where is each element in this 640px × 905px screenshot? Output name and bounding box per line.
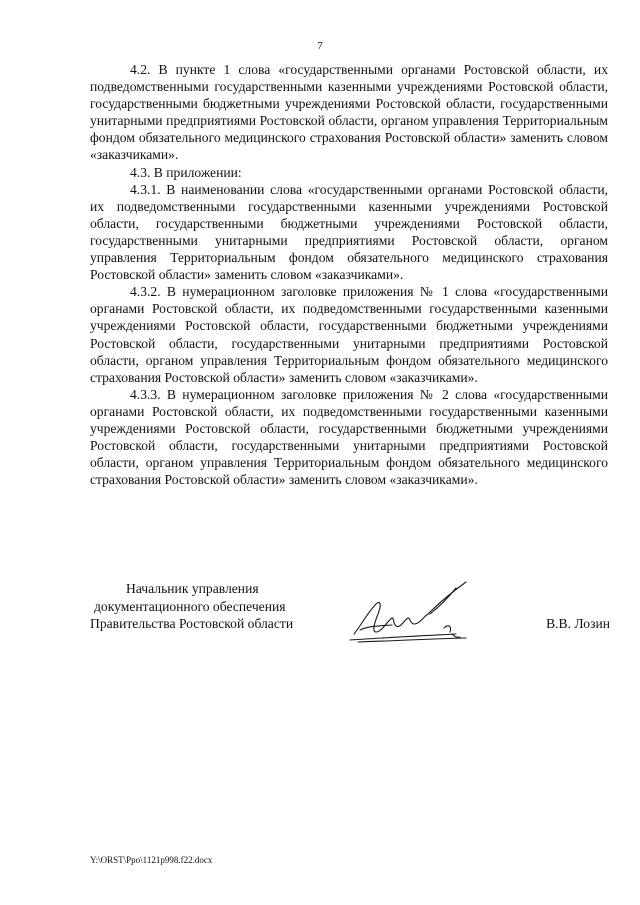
paragraph-4-3-1: 4.3.1. В наименовании слова «государственными органами Ростовской области, их подведомственными государственными казенными учреждениями Ростовской области, государственными бюджетными учреждениями Ростовской области, государственными унитарными предприятиями Ростовской области, органом управления Территориальным фондом обязательного медицинского страхования Ростовской области» заменить словом «заказчиками». [90, 181, 608, 283]
file-path-footer: Y:\ORST\Ppo\1121p998.f22.docx [90, 855, 213, 865]
handwritten-signature [348, 574, 498, 654]
paragraph-4-3-3: 4.3.3. В нумерационном заголовке приложения № 2 слова «государственными органами Ростовской области, их подведомственными государственными казенными учреждениями Ростовской области, государственными бюджетными учреждениями Ростовской области, государственными унитарными предприятиями Ростовской области, органом управления Территориальным фондом обязательного медицинского страхования Ростовской области» заменить словом «заказчиками». [90, 386, 608, 488]
paragraph-4-3-2: 4.3.2. В нумерационном заголовке приложения № 1 слова «государственными органами Ростовской области, их подведомственными государственными казенными учреждениями Ростовской области, государственными бюджетными учреждениями Ростовской области, государственными унитарными предприятиями Ростовской области, органом управления Территориальным фондом обязательного медицинского страхования Ростовской области» заменить словом «заказчиками». [90, 284, 608, 385]
signatory-title [90, 580, 330, 633]
document-body [90, 61, 608, 488]
signatory-title-line: Правительства Ростовской области [90, 616, 294, 631]
page-number: 7 [317, 40, 323, 52]
signatory-title-line: документационного обеспечения [94, 598, 286, 614]
signatory-name: В.В. Лозин [546, 616, 610, 631]
paragraph-4-2: 4.2. В пункте 1 слова «государственными органами Ростовской области, их подведомственными государственными казенными учреждениями Ростовской области, государственными бюджетными учреждениями Ростовской области, государственными унитарными предприятиями Ростовской области, органом управления Территориальным фондом обязательного медицинского страхования Ростовской области» заменить словом «заказчиками». [90, 62, 608, 163]
signature-block [90, 580, 610, 660]
signatory-title-line: Начальник управления [126, 581, 259, 596]
paragraph-4-3: 4.3. В приложении: [130, 164, 242, 180]
